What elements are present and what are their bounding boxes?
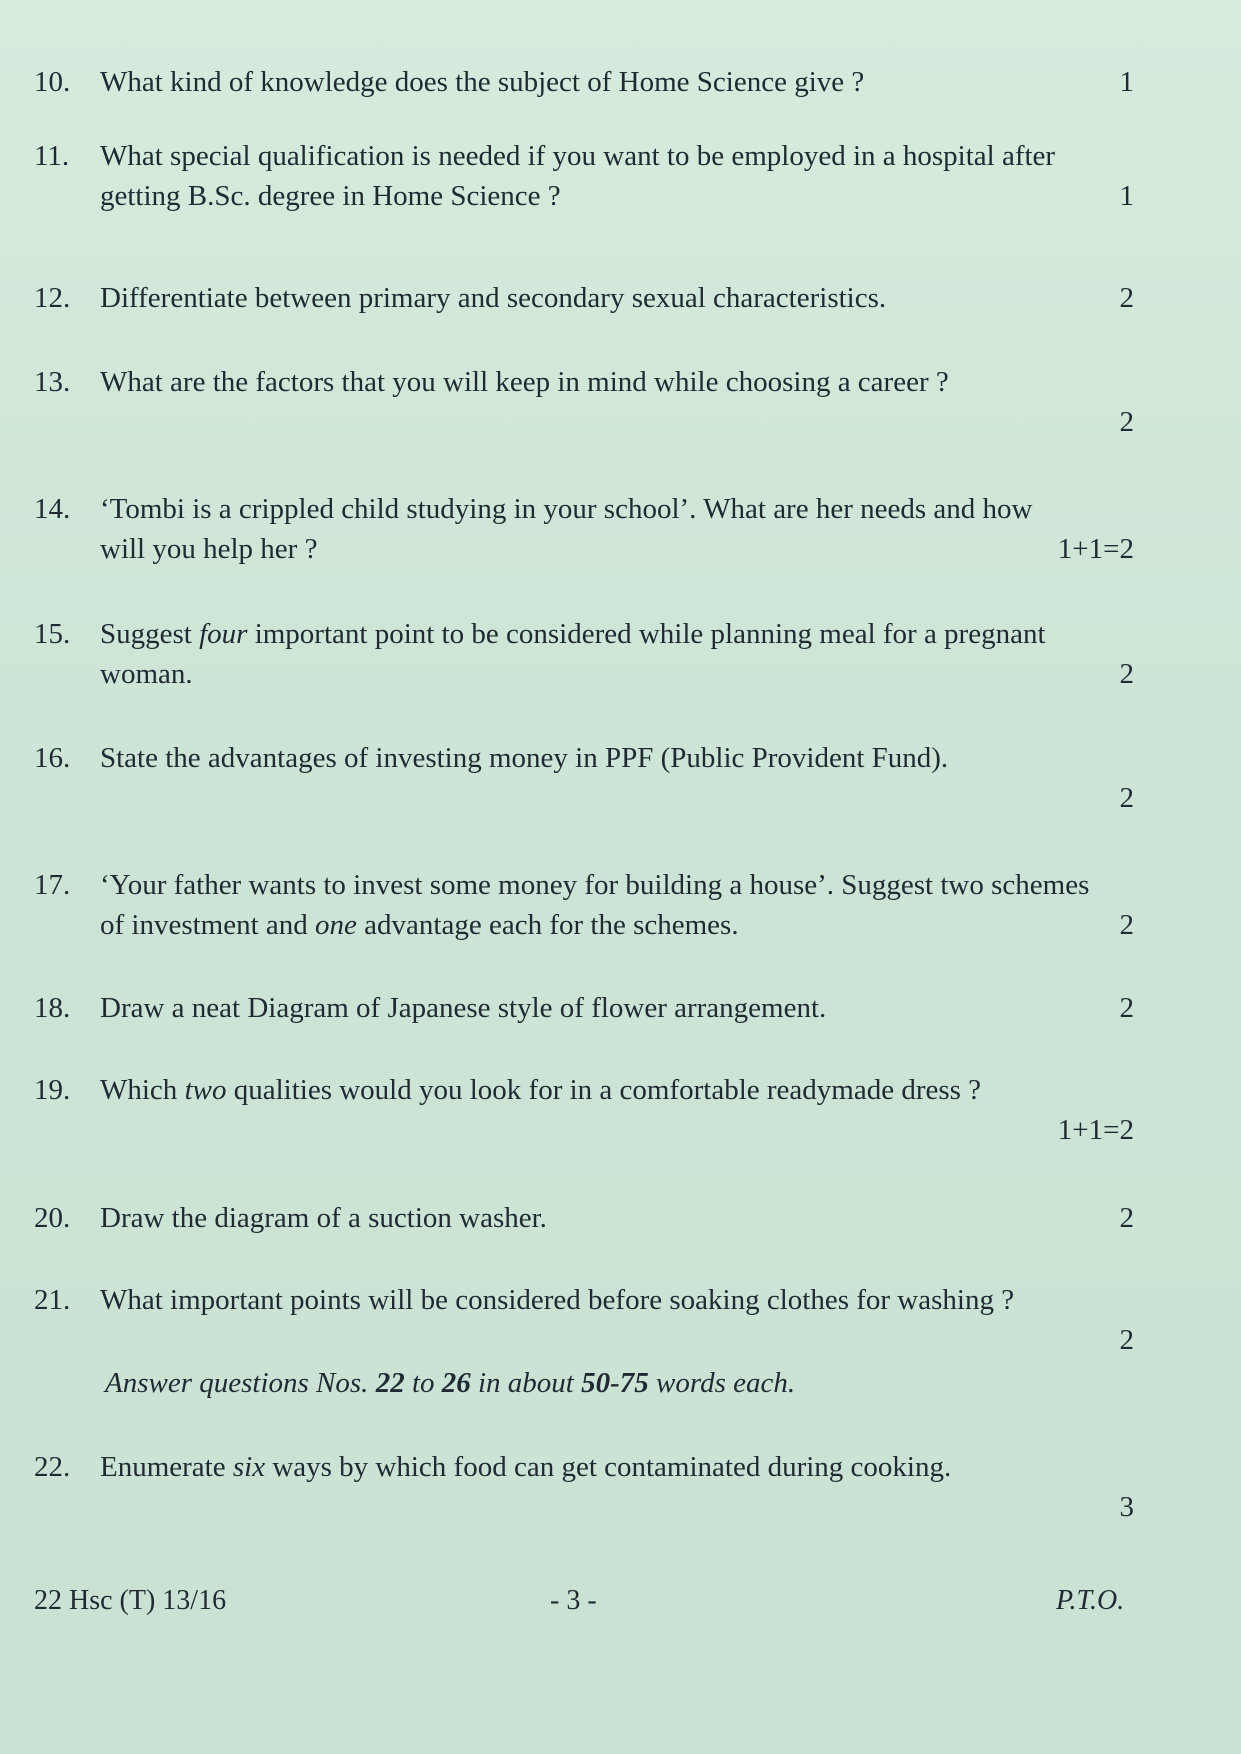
question-15 [34, 614, 1134, 694]
question-number: 12. [34, 282, 71, 314]
question-marks: 2 [1119, 282, 1134, 314]
section-instruction: Answer questions Nos. 22 to 26 in about 50-75 words each. [105, 1367, 796, 1399]
question-marks: 1 [1119, 66, 1134, 98]
question-22 [34, 1447, 1134, 1523]
question-10 [34, 62, 1134, 102]
question-18 [34, 988, 1134, 1028]
question-20 [34, 1198, 1134, 1238]
question-marks: 1+1=2 [1057, 1114, 1134, 1146]
question-marks: 3 [1119, 1491, 1134, 1523]
question-marks: 2 [1119, 992, 1134, 1024]
question-marks: 2 [1119, 1202, 1134, 1234]
question-number: 22. [34, 1451, 71, 1483]
page-number: - 3 - [550, 1585, 597, 1616]
question-text: ‘Tombi is a crippled child studying in your school’. What are her needs and how will you help her ? [100, 493, 1033, 565]
question-number: 10. [34, 66, 71, 98]
please-turn-over: P.T.O. [1056, 1585, 1125, 1616]
question-text: Which two qualities would you look for in a comfortable readymade dress ? [100, 1074, 982, 1106]
question-21 [34, 1280, 1134, 1356]
question-number: 20. [34, 1202, 71, 1234]
question-text: What special qualification is needed if you want to be employed in a hospital after getting B.Sc. degree in Home Science ? [100, 140, 1056, 212]
question-text: Draw a neat Diagram of Japanese style of flower arrangement. [100, 992, 827, 1024]
question-number: 18. [34, 992, 71, 1024]
question-13 [34, 362, 1134, 438]
question-marks: 2 [1119, 406, 1134, 438]
question-number: 13. [34, 366, 71, 398]
question-17 [34, 865, 1134, 945]
question-number: 14. [34, 493, 71, 525]
question-marks: 1+1=2 [1057, 533, 1134, 565]
question-marks: 1 [1119, 180, 1134, 212]
question-text: Suggest four important point to be considered while planning meal for a pregnant woman. [100, 618, 1046, 690]
question-number: 15. [34, 618, 71, 650]
question-marks: 2 [1119, 1324, 1134, 1356]
paper-code: 22 Hsc (T) 13/16 [34, 1585, 227, 1616]
question-text: What are the factors that you will keep in mind while choosing a career ? [100, 366, 949, 398]
question-number: 17. [34, 869, 71, 901]
question-text: ‘Your father wants to invest some money for building a house’. Suggest two schemes of investment and one advantage each for the schemes. [100, 869, 1090, 941]
question-marks: 2 [1119, 909, 1134, 941]
question-11 [34, 136, 1134, 216]
question-marks: 2 [1119, 782, 1134, 814]
question-text: Draw the diagram of a suction washer. [100, 1202, 547, 1234]
question-text: Enumerate six ways by which food can get contaminated during cooking. [100, 1451, 952, 1483]
question-number: 21. [34, 1284, 71, 1316]
question-text: Differentiate between primary and secondary sexual characteristics. [100, 282, 887, 314]
question-marks: 2 [1119, 658, 1134, 690]
question-number: 16. [34, 742, 71, 774]
question-16 [34, 738, 1134, 814]
question-14 [34, 489, 1134, 569]
question-12 [34, 278, 1134, 318]
question-text: What important points will be considered before soaking clothes for washing ? [100, 1284, 1015, 1316]
question-text: What kind of knowledge does the subject of Home Science give ? [100, 66, 865, 98]
question-19 [34, 1070, 1134, 1146]
question-number: 19. [34, 1074, 71, 1106]
question-number: 11. [34, 140, 70, 172]
question-text: State the advantages of investing money in PPF (Public Provident Fund). [100, 742, 949, 774]
